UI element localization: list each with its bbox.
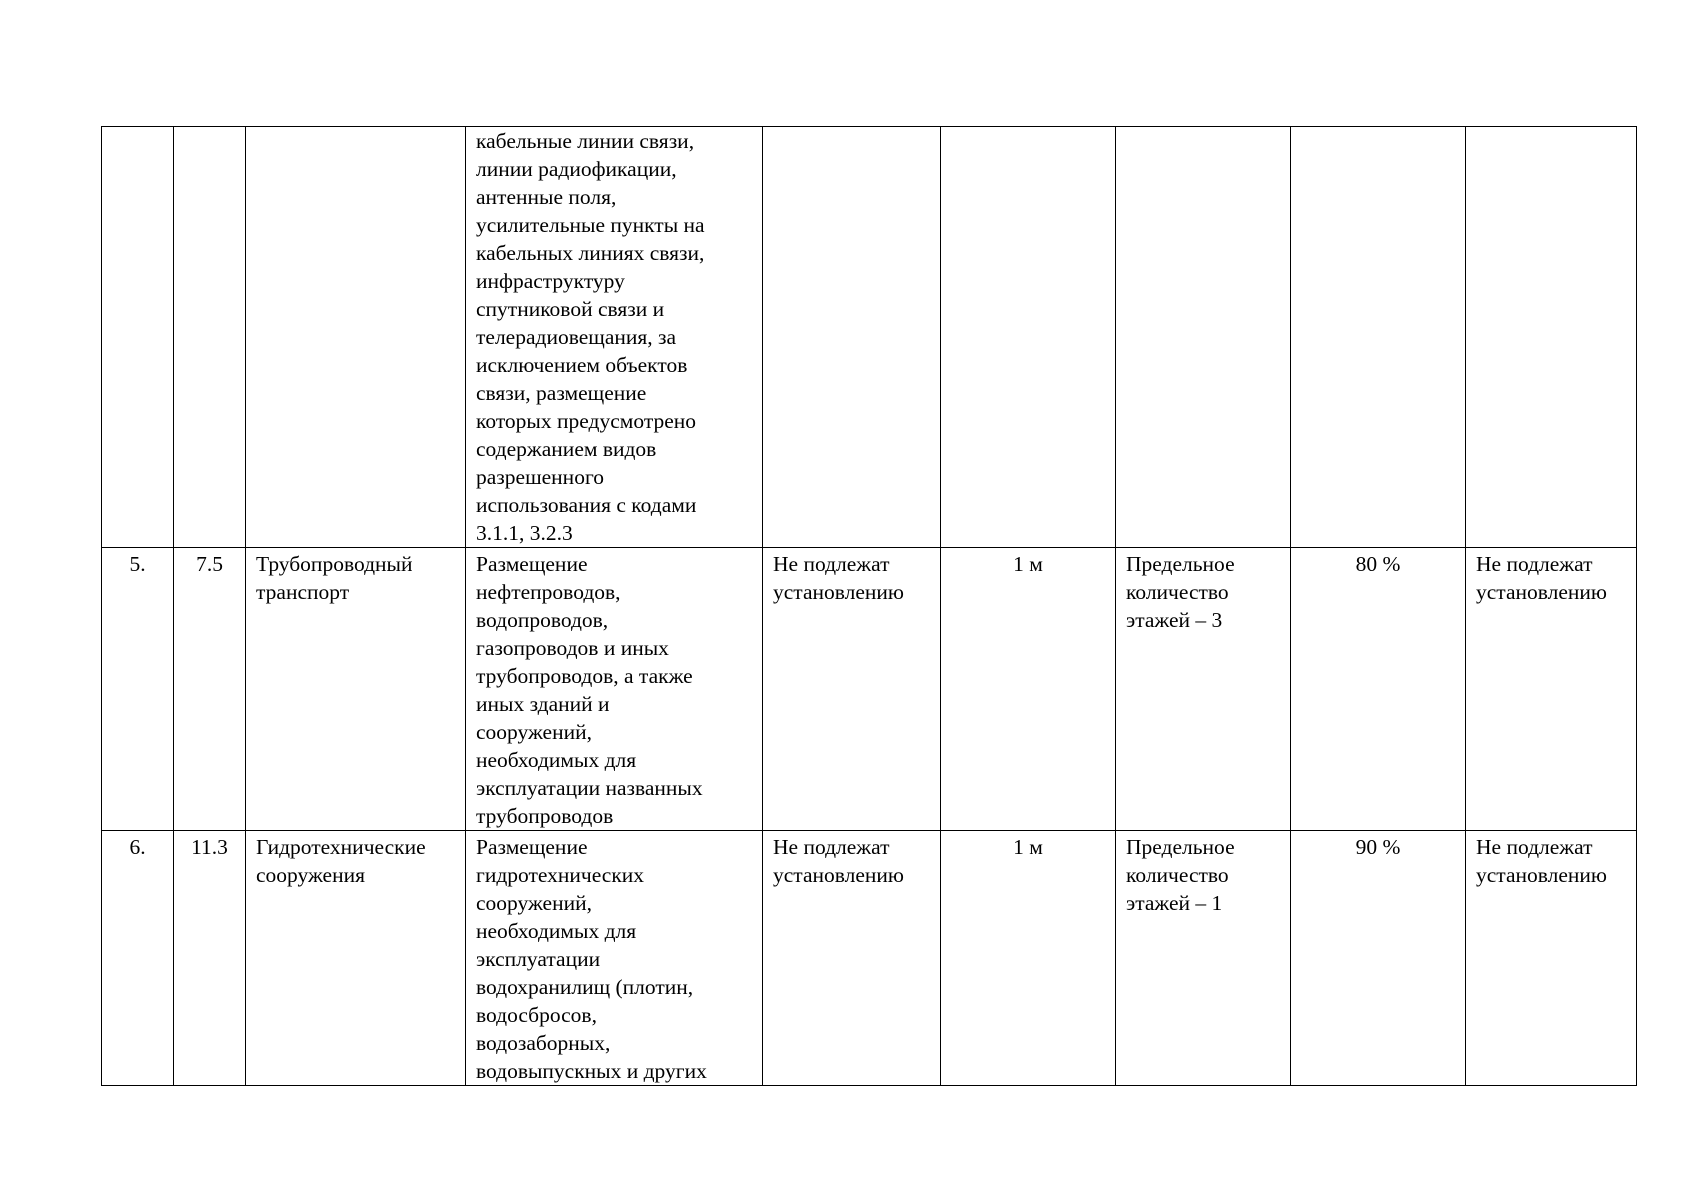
parameter-cell-8: 80 %: [1291, 548, 1466, 831]
use-code-cell: 7.5: [174, 548, 246, 831]
parameter-cell-9: Не подлежат установлению: [1466, 548, 1637, 831]
regulations-table: [101, 126, 1637, 1086]
parameter-cell-7: Предельное количество этажей – 1: [1116, 831, 1291, 1086]
parameter-cell-6: 1 м: [941, 831, 1116, 1086]
parameter-cell-9: [1466, 127, 1637, 548]
parameter-cell-8: 90 %: [1291, 831, 1466, 1086]
parameter-cell-7: Предельное количество этажей – 3: [1116, 548, 1291, 831]
parameter-cell-5: Не подлежат установлению: [763, 831, 941, 1086]
parameter-cell-8: [1291, 127, 1466, 548]
table-row: [102, 831, 1637, 1086]
row-number-cell: [102, 127, 174, 548]
use-description-cell: Размещение гидротехнических сооружений, необходимых для эксплуатации водохранилищ (плотин, водосбросов, водозаборных, водовыпускных и других: [466, 831, 763, 1086]
use-description-cell: кабельные линии связи, линии радиофикации, антенные поля, усилительные пункты на кабельных линиях связи, инфраструктуру спутниковой связи и телерадиовещания, за исключением объектов связи, размещение которых предусмотрено содержанием видов разрешенного использования с кодами 3.1.1, 3.2.3: [466, 127, 763, 548]
parameter-cell-5: [763, 127, 941, 548]
use-code-cell: [174, 127, 246, 548]
use-name-cell: Гидротехнические сооружения: [246, 831, 466, 1086]
parameter-cell-5: Не подлежат установлению: [763, 548, 941, 831]
use-name-cell: Трубопроводный транспорт: [246, 548, 466, 831]
row-number-cell: 6.: [102, 831, 174, 1086]
parameter-cell-7: [1116, 127, 1291, 548]
table-row: [102, 548, 1637, 831]
table-row: [102, 127, 1637, 548]
parameter-cell-6: 1 м: [941, 548, 1116, 831]
use-code-cell: 11.3: [174, 831, 246, 1086]
use-description-cell: Размещение нефтепроводов, водопроводов, газопроводов и иных трубопроводов, а также иных зданий и сооружений, необходимых для эксплуатации названных трубопроводов: [466, 548, 763, 831]
parameter-cell-6: [941, 127, 1116, 548]
use-name-cell: [246, 127, 466, 548]
row-number-cell: 5.: [102, 548, 174, 831]
parameter-cell-9: Не подлежат установлению: [1466, 831, 1637, 1086]
